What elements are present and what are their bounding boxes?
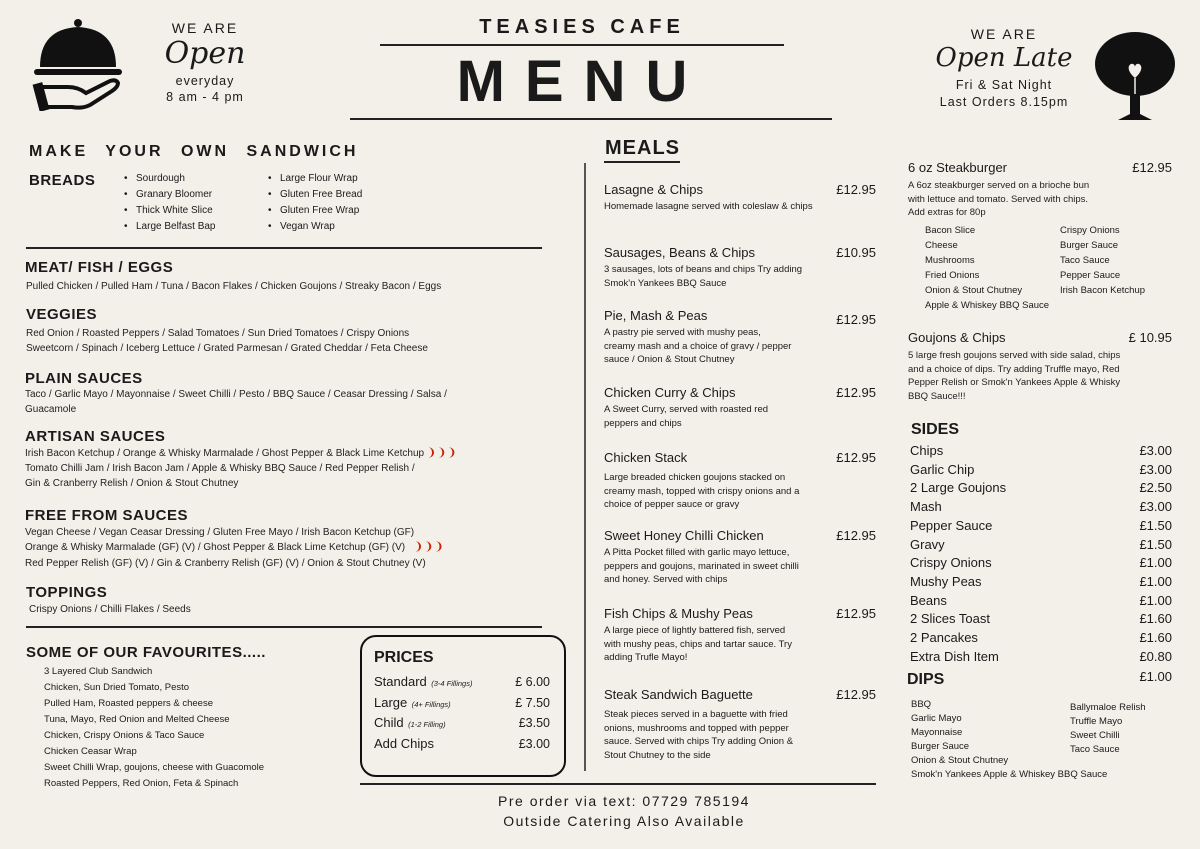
sides-list	[910, 442, 1172, 666]
open-hours: 8 am - 4 pm	[166, 90, 244, 104]
meal-desc: A pastry pie served with mushy peas, creamy mash and a choice of gravy / pepper sauce / Onion & Stout Chutney	[604, 327, 792, 365]
sides-title: SIDES	[911, 421, 960, 438]
free-from-title: FREE FROM SAUCES	[25, 507, 189, 524]
list-item: • Vegan Wrap	[268, 219, 362, 235]
meal-name: Lasagne & Chips	[604, 182, 704, 197]
side-name: Gravy	[910, 536, 945, 552]
artisan-sauces-line-2: Tomato Chilli Jam / Irish Bacon Jam / Apple & Whisky BBQ Sauce / Red Pepper Relish /	[25, 463, 415, 474]
veggies-line-2: Sweetcorn / Spinach / Iceberg Lettuce / Grated Parmesan / Grated Cheddar / Feta Cheese	[26, 343, 428, 354]
steakburger-price: £12.95	[1132, 160, 1172, 175]
meal-name: Chicken Curry & Chips	[604, 385, 736, 400]
plain-sauces-line-2: Guacamole	[25, 404, 77, 415]
price-note: (4+ Fillings)	[411, 699, 451, 709]
header-divider-top	[380, 44, 784, 46]
late-days: Fri & Sat Night	[955, 78, 1053, 92]
side-name: 2 Slices Toast	[910, 611, 990, 627]
side-item	[910, 592, 1172, 611]
meal-name: Pie, Mash & Peas	[604, 308, 708, 323]
price-row	[374, 673, 550, 694]
favourites-title: SOME OF OUR FAVOURITES.....	[26, 644, 266, 661]
price-label: Standard	[374, 674, 427, 689]
list-item: 3 Layered Club Sandwich	[44, 666, 153, 677]
veggies-line-1: Red Onion / Roasted Peppers / Salad Tomatoes / Sun Dried Tomatoes / Crispy Onions	[26, 328, 410, 339]
prices-box	[360, 635, 566, 777]
open-label: Open	[164, 36, 246, 71]
list-item: Fried Onions	[925, 270, 980, 281]
list-item: Mayonnaise	[911, 727, 963, 738]
side-item	[910, 648, 1172, 667]
meal-price: £12.95	[836, 528, 876, 543]
meal-price: £12.95	[836, 182, 876, 197]
side-name: 2 Large Goujons	[910, 480, 1007, 496]
footer-divider	[360, 783, 876, 785]
side-item	[910, 573, 1172, 592]
sandwich-title: MAKE YOUR OWN SANDWICH	[29, 143, 359, 160]
list-item: Onion & Stout Chutney	[911, 755, 1009, 766]
open-days: everyday	[175, 74, 235, 88]
list-item: • Gluten Free Bread	[268, 187, 362, 203]
side-price: £1.00	[1139, 573, 1172, 589]
meal-name: Fish Chips & Mushy Peas	[604, 606, 753, 621]
breads-label: BREADS	[29, 172, 96, 189]
free-from-line-1: Vegan Cheese / Vegan Ceasar Dressing / Gluten Free Mayo / Irish Bacon Ketchup (GF)	[25, 527, 415, 538]
breads-list-1	[124, 171, 216, 235]
artisan-sauces-line-1-wrap	[25, 446, 458, 461]
list-item: Irish Bacon Ketchup	[1060, 285, 1146, 296]
list-item: Crispy Onions	[1060, 225, 1120, 236]
list-item: Pulled Ham, Roasted peppers & cheese	[44, 698, 213, 709]
meal-price: £12.95	[836, 385, 876, 400]
open-late-label: Open Late	[935, 43, 1073, 73]
chili-pepper-icon: ❩❩❩	[426, 447, 458, 459]
price-value: £ 6.00	[515, 675, 550, 689]
list-item: Ballymaloe Relish	[1070, 702, 1146, 713]
list-item: BBQ	[911, 699, 932, 710]
list-item: Bacon Slice	[925, 225, 976, 236]
side-name: Garlic Chip	[910, 461, 975, 477]
artisan-sauces-line-1: Irish Bacon Ketchup / Orange & Whisky Marmalade / Ghost Pepper & Black Lime Ketchup	[25, 448, 425, 459]
plain-sauces-title: PLAIN SAUCES	[25, 370, 143, 387]
goujons-price: £ 10.95	[1128, 330, 1172, 345]
meal-item	[604, 245, 876, 290]
list-item: Mushrooms	[925, 255, 975, 266]
side-item	[910, 498, 1172, 517]
side-name: Pepper Sauce	[910, 517, 993, 533]
side-price: £3.00	[1139, 443, 1172, 458]
veggies-title: VEGGIES	[26, 306, 98, 323]
list-item: • Thick White Slice	[124, 203, 216, 219]
side-item	[910, 536, 1172, 555]
side-name: Crispy Onions	[910, 555, 992, 571]
list-item: Garlic Mayo	[911, 713, 962, 724]
catering-text: Outside Catering Also Available	[503, 813, 745, 829]
list-item: Cheese	[925, 240, 958, 251]
steakburger-extras-1	[925, 223, 1049, 313]
steakburger-name: 6 oz Steakburger	[908, 160, 1008, 175]
steakburger-item	[908, 160, 1172, 220]
price-value: £ 7.50	[515, 695, 550, 710]
price-row	[374, 735, 550, 756]
meals-title: MEALS	[605, 137, 680, 159]
toppings-title: TOPPINGS	[26, 584, 108, 601]
side-price: £3.00	[1139, 461, 1172, 477]
price-label: Large	[374, 694, 408, 710]
we-are-label: WE ARE	[171, 20, 239, 36]
side-item	[910, 461, 1172, 480]
list-item: Truffle Mayo	[1070, 716, 1123, 727]
list-item: • Sourdough	[124, 171, 216, 187]
price-row	[374, 694, 550, 715]
prices-title: PRICES	[374, 649, 434, 666]
meal-price: £12.95	[836, 606, 876, 621]
meal-item	[604, 450, 876, 512]
meal-item	[604, 385, 876, 430]
sandwich-divider	[26, 247, 542, 249]
side-name: Chips	[910, 443, 944, 458]
side-price: £1.60	[1139, 630, 1172, 646]
side-price: £3.00	[1139, 499, 1172, 515]
side-item	[910, 479, 1172, 498]
meal-desc: Homemade lasagne served with coleslaw & chips	[604, 201, 813, 212]
goujons-item	[908, 330, 1172, 403]
list-item: Chicken, Crispy Onions & Taco Sauce	[44, 730, 205, 741]
list-item: Burger Sauce	[911, 741, 970, 752]
breads-list-2	[268, 171, 362, 235]
list-item: • Large Belfast Bap	[124, 219, 216, 235]
list-item: Smok'n Yankees Apple & Whiskey BBQ Sauce	[911, 769, 1108, 780]
list-item: Taco Sauce	[1060, 255, 1110, 266]
meal-desc: 3 sausages, lots of beans and chips Try adding Smok'n Yankees BBQ Sauce	[604, 264, 803, 289]
meal-name: Sweet Honey Chilli Chicken	[604, 528, 764, 543]
price-row	[374, 714, 550, 735]
meal-desc: A large piece of lightly battered fish, served with mushy peas, chips and tartar sauce. Try adding Trufle Mayo!	[604, 625, 792, 663]
dips-price: £1.00	[1139, 669, 1172, 684]
meat-items: Pulled Chicken / Pulled Ham / Tuna / Bacon Flakes / Chicken Goujons / Streaky Bacon / Eggs	[26, 281, 442, 292]
meal-item	[604, 528, 876, 587]
meal-name: Steak Sandwich Baguette	[604, 687, 753, 702]
side-price: £0.80	[1139, 648, 1172, 664]
side-name: Mash	[910, 499, 942, 515]
meal-item	[604, 687, 876, 762]
meat-title: MEAT/ FISH / EGGS	[25, 259, 174, 276]
meals-vertical-divider	[584, 163, 586, 771]
side-item	[910, 554, 1172, 573]
list-item: Apple & Whiskey BBQ Sauce	[925, 300, 1050, 311]
meal-desc: A Pitta Pocket filled with garlic mayo lettuce, peppers and goujons, marinated in sweet chilli and honey. Served with chips	[604, 547, 799, 585]
side-price: £1.00	[1139, 592, 1172, 608]
meal-desc: Steak pieces served in a baguette with fried onions, mushrooms and topped with pepper sauce. Served with chips Try adding Onion & Stout Chutney to the side	[604, 709, 794, 761]
list-item: Onion & Stout Chutney	[925, 285, 1023, 296]
meal-item	[604, 606, 876, 665]
price-value: £3.50	[518, 716, 550, 730]
meal-name: Chicken Stack	[604, 450, 688, 465]
side-item	[910, 517, 1172, 536]
side-item	[910, 629, 1172, 648]
side-name: Extra Dish Item	[910, 648, 999, 664]
list-item: Sweet Chilli Wrap, goujons, cheese with Guacomole	[44, 762, 265, 773]
steakburger-desc: A 6oz steakburger served on a brioche bun with lettuce and tomato. Served with chips. Add extras for 80p	[908, 180, 1090, 218]
side-item	[910, 442, 1172, 461]
meal-item	[604, 182, 876, 214]
meal-desc: Large breaded chicken goujons stacked on creamy mash, topped with crispy onions and a choice of pepper sauce or gravy	[604, 472, 800, 510]
price-note: (3-4 Fillings)	[431, 679, 473, 688]
header-divider-bottom	[350, 118, 832, 120]
free-from-line-2: Orange & Whisky Marmalade (GF) (V) / Ghost Pepper & Black Lime Ketchup (GF) (V)	[25, 542, 406, 553]
favourites-list	[44, 664, 264, 792]
last-orders: Last Orders 8.15pm	[939, 95, 1069, 109]
list-item: Taco Sauce	[1070, 744, 1120, 755]
heart-tree-icon	[1094, 30, 1176, 122]
meal-desc: A Sweet Curry, served with roasted red peppers and chips	[604, 404, 769, 429]
free-from-line-3: Red Pepper Relish (GF) (V) / Gin & Cranberry Relish (GF) (V) / Onion & Stout Chutney (V)	[25, 558, 426, 569]
price-label: Add Chips	[374, 735, 434, 751]
dips-list-2	[1070, 701, 1146, 757]
menu-title: MENU	[456, 49, 708, 114]
meal-item	[604, 308, 876, 367]
meal-name: Sausages, Beans & Chips	[604, 245, 756, 260]
meal-price: £12.95	[836, 450, 876, 465]
list-item: Burger Sauce	[1060, 240, 1119, 251]
free-from-line-2-wrap	[25, 540, 445, 555]
meal-price: £10.95	[836, 245, 876, 260]
meals-underline	[604, 161, 680, 163]
list-item: Sweet Chilli	[1070, 730, 1120, 741]
side-name: Mushy Peas	[910, 573, 982, 589]
steakburger-extras-2	[1060, 223, 1145, 298]
side-item	[910, 610, 1172, 629]
dips-title: DIPS	[907, 671, 945, 688]
artisan-sauces-line-3: Gin & Cranberry Relish / Onion & Stout Chutney	[25, 478, 239, 489]
side-price: £1.50	[1139, 536, 1172, 552]
toppings-items: Crispy Onions / Chilli Flakes / Seeds	[29, 604, 191, 615]
list-item: • Gluten Free Wrap	[268, 203, 362, 219]
price-label: Child	[374, 715, 404, 730]
preorder-text: Pre order via text: 07729 785194	[498, 793, 750, 809]
meal-price: £12.95	[836, 312, 876, 327]
list-item: Chicken Ceasar Wrap	[44, 746, 137, 757]
list-item: Roasted Peppers, Red Onion, Feta & Spinach	[44, 778, 239, 789]
side-price: £1.50	[1139, 517, 1172, 533]
plain-sauces-line-1: Taco / Garlic Mayo / Mayonnaise / Sweet Chilli / Pesto / BBQ Sauce / Ceasar Dressing / Salsa /	[25, 389, 447, 400]
list-item: Chicken, Sun Dried Tomato, Pesto	[44, 682, 190, 693]
we-are-late-label: WE ARE	[970, 26, 1038, 42]
list-item: • Large Flour Wrap	[268, 171, 362, 187]
serving-cloche-icon	[32, 17, 124, 111]
cafe-name: TEASIES CAFE	[479, 16, 685, 38]
list-item: • Granary Bloomer	[124, 187, 216, 203]
side-price: £1.60	[1139, 611, 1172, 627]
meal-price: £12.95	[836, 687, 876, 702]
chili-pepper-icon: ❩❩❩	[413, 541, 445, 553]
side-name: Beans	[910, 592, 947, 608]
side-price: £2.50	[1139, 480, 1172, 496]
toppings-divider	[26, 626, 542, 628]
list-item: Tuna, Mayo, Red Onion and Melted Cheese	[44, 714, 230, 725]
list-item: Pepper Sauce	[1060, 270, 1121, 281]
price-value: £3.00	[518, 736, 550, 751]
artisan-sauces-title: ARTISAN SAUCES	[25, 428, 166, 445]
side-name: 2 Pancakes	[910, 630, 978, 646]
price-note: (1-2 Filling)	[408, 720, 446, 729]
goujons-desc: 5 large fresh goujons served with side salad, chips and a choice of dips. Try adding Truffle mayo, Red Pepper Relish or Smok'n Yankees Apple & Whisky BBQ Sauce!!!	[908, 350, 1121, 402]
goujons-name: Goujons & Chips	[908, 330, 1006, 345]
side-price: £1.00	[1139, 555, 1172, 571]
